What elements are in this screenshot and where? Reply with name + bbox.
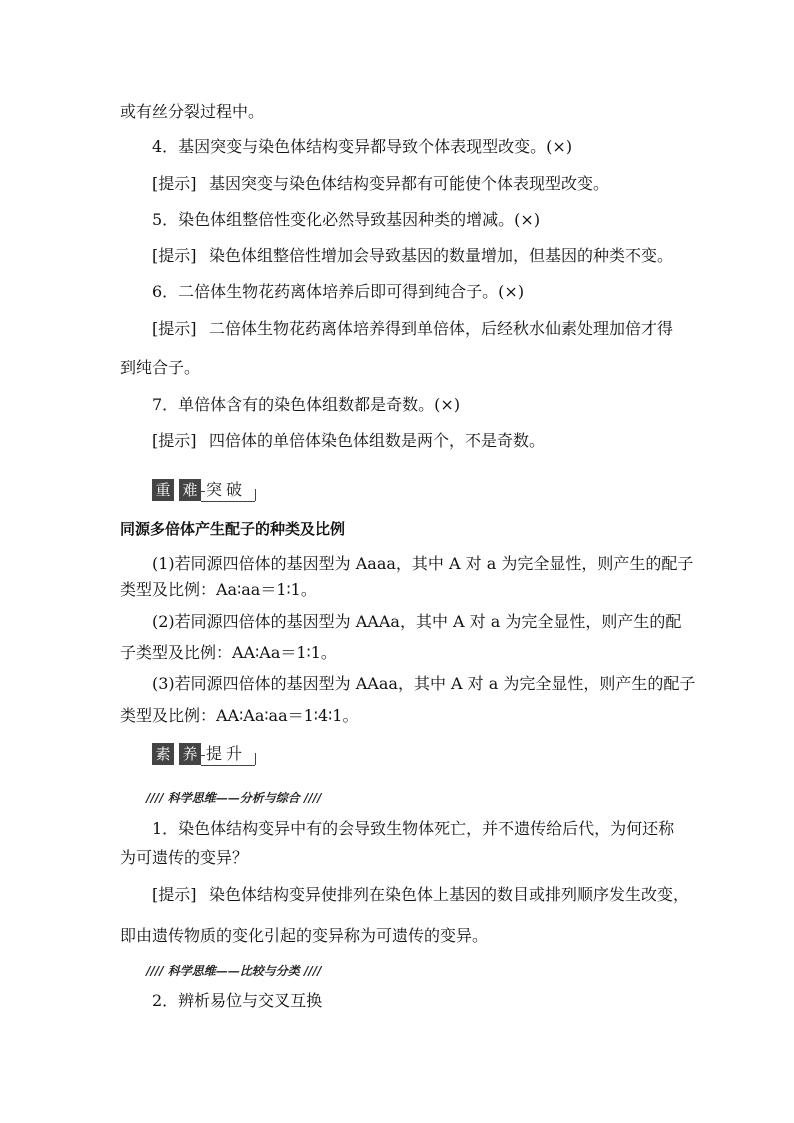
text-line: 为可遗传的变异？ xyxy=(120,848,249,867)
text-line: 到纯合子。 xyxy=(120,358,201,377)
text-line: 即由遗传物质的变化引起的变异称为可遗传的变异。 xyxy=(120,926,489,945)
header-rule xyxy=(255,489,256,501)
hint-label: [提示] xyxy=(152,431,197,450)
hint-label: [提示] xyxy=(152,319,197,338)
question-5: 5．染色体组整倍性变化必然导致基因种类的增减。(×) xyxy=(152,210,541,229)
hint-text: 四倍体的单倍体染色体组数是两个，不是奇数。 xyxy=(209,431,546,450)
text-line: 类型及比例：Aa∶aa＝1∶1。 xyxy=(120,580,317,599)
hint-6 xyxy=(152,318,673,340)
text-line: 或有丝分裂过程中。 xyxy=(120,102,265,121)
text-line: (2)若同源四倍体的基因型为 AAAa，其中 A 对 a 为完全显性，则产生的配 xyxy=(152,612,682,631)
header-char: 升 xyxy=(226,744,243,763)
question-4: 4．基因突变与染色体结构变异都导致个体表现型改变。(×) xyxy=(152,137,573,156)
breakthrough-title: 同源多倍体产生配子的种类及比例 xyxy=(120,520,346,538)
hint-label: [提示] xyxy=(152,174,197,193)
hint-text: 基因突变与染色体结构变异都有可能使个体表现型改变。 xyxy=(209,174,610,193)
header-rule xyxy=(201,491,205,492)
section-header-literacy xyxy=(152,743,262,767)
header-rule xyxy=(201,501,255,502)
header-rule xyxy=(255,753,256,765)
header-char: 素 xyxy=(152,743,174,765)
text-line: 类型及比例：AA∶Aa∶aa＝1∶4∶1。 xyxy=(120,706,359,725)
header-rule xyxy=(201,755,205,756)
header-char: 养 xyxy=(179,743,201,765)
question-1: 1．染色体结构变异中有的会导致生物体死亡，并不遗传给后代，为何还称 xyxy=(152,819,675,838)
header-char: 突 xyxy=(206,480,223,499)
hint-4 xyxy=(152,173,609,195)
header-rule xyxy=(201,765,255,766)
hint-1 xyxy=(152,884,689,906)
hint-text: 二倍体生物花药离体培养得到单倍体，后经秋水仙素处理加倍才得 xyxy=(209,319,674,338)
sub-heading: //// 科学思维——比较与分类 //// xyxy=(146,964,322,978)
text-line: (1)若同源四倍体的基因型为 Aaaa，其中 A 对 a 为完全显性，则产生的配子 xyxy=(152,554,694,573)
hint-7 xyxy=(152,430,545,452)
sub-heading: //// 科学思维——分析与综合 //// xyxy=(146,791,322,805)
section-header-breakthrough xyxy=(152,479,262,503)
hint-5 xyxy=(152,245,673,267)
header-char: 重 xyxy=(152,479,174,501)
text-line: 子类型及比例：AA∶Aa＝1∶1。 xyxy=(120,643,337,662)
text-line: (3)若同源四倍体的基因型为 AAaa，其中 A 对 a 为完全显性，则产生的配子 xyxy=(152,674,696,693)
hint-label: [提示] xyxy=(152,885,197,904)
header-char: 提 xyxy=(206,744,223,763)
header-char: 破 xyxy=(226,480,243,499)
header-char: 难 xyxy=(179,479,201,501)
question-7: 7．单倍体含有的染色体组数都是奇数。(×) xyxy=(152,395,461,414)
question-2: 2．辨析易位与交叉互换 xyxy=(152,991,323,1010)
hint-label: [提示] xyxy=(152,246,197,265)
hint-text: 染色体结构变异使排列在染色体上基因的数目或排列顺序发生改变， xyxy=(209,885,690,904)
hint-text: 染色体组整倍性增加会导致基因的数量增加，但基因的种类不变。 xyxy=(209,246,674,265)
question-6: 6．二倍体生物花药离体培养后即可得到纯合子。(×) xyxy=(152,282,525,301)
